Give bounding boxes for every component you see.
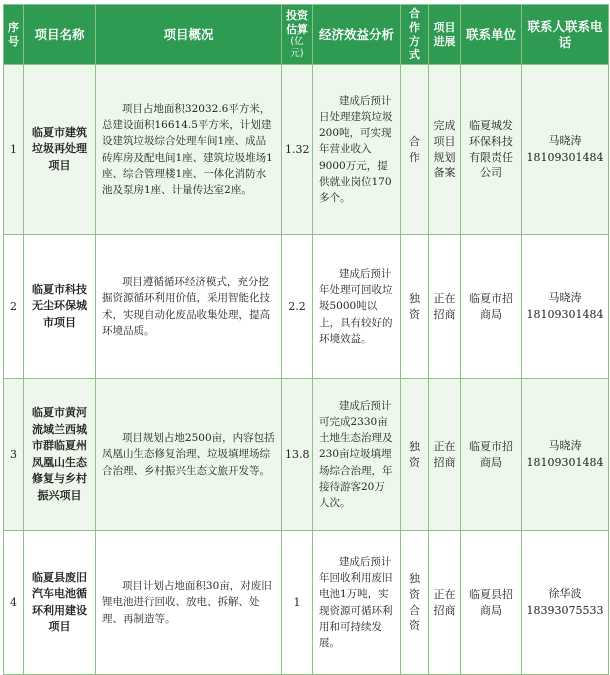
row-invest: 13.8 — [282, 379, 313, 531]
table-row — [4, 379, 609, 531]
row-benefit: 建成后预计年处理可回收垃圾5000吨以上，具有较好的环境效益。 — [313, 235, 401, 379]
contact-phone: 18393075533 — [526, 603, 604, 617]
contact-phone: 18109301484 — [526, 150, 604, 164]
row-invest: 2.2 — [282, 235, 313, 379]
contact-name: 徐华波 — [548, 587, 582, 600]
contact-name: 马晓涛 — [548, 291, 582, 304]
contact-name: 马晓涛 — [548, 134, 582, 147]
row-progress: 正在招商 — [429, 235, 461, 379]
row-unit: 临夏城发环保科技有限责任公司 — [461, 65, 522, 235]
row-project-name: 临夏市建筑垃圾再处理项目 — [24, 65, 96, 235]
row-seq: 3 — [4, 379, 24, 531]
row-contact — [522, 379, 609, 531]
row-unit: 临夏市招商局 — [461, 379, 522, 531]
row-project-name: 临夏市科技无尘环保城市项目 — [24, 235, 96, 379]
row-coop: 独资合资 — [401, 531, 429, 675]
header-overview: 项目概况 — [96, 5, 282, 65]
row-benefit: 建成后预计可完成2330亩土地生态治理及230亩垃圾填埋场综合治理，年接待游客20万人次。 — [313, 379, 401, 531]
table-row — [4, 235, 609, 379]
header-progress: 项目进展 — [429, 5, 461, 65]
row-invest: 1.32 — [282, 65, 313, 235]
header-benefit: 经济效益分析 — [313, 5, 401, 65]
row-seq: 1 — [4, 65, 24, 235]
contact-phone: 18109301484 — [526, 455, 604, 469]
contact-name: 马晓涛 — [548, 439, 582, 452]
row-invest: 1 — [282, 531, 313, 675]
row-progress: 正在招商 — [429, 531, 461, 675]
project-table — [3, 4, 609, 675]
header-name: 项目名称 — [24, 5, 96, 65]
header-unit: 联系单位 — [461, 5, 522, 65]
row-contact — [522, 65, 609, 235]
row-seq: 2 — [4, 235, 24, 379]
table-row — [4, 531, 609, 675]
row-overview: 项目占地面积32032.6平方米，总建设面积16614.5平方米，计划建设建筑垃圾综合处理车间1座、成品砖库房及配电间1座、建筑垃圾堆场1座、综合管理楼1座、一体化消防水池及泵房1座、计量传达室2座。 — [96, 65, 282, 235]
row-unit: 临夏县招商局 — [461, 531, 522, 675]
header-invest-unit: (亿元) — [290, 36, 304, 60]
row-contact — [522, 531, 609, 675]
row-coop: 独资 — [401, 235, 429, 379]
contact-phone: 18109301484 — [526, 307, 604, 321]
row-unit: 临夏市招商局 — [461, 235, 522, 379]
header-invest — [282, 5, 313, 65]
row-coop: 独资 — [401, 379, 429, 531]
row-overview: 项目计划占地面积30亩，对废旧锂电池进行回收、放电、拆解、处理、再制造等。 — [96, 531, 282, 675]
header-row — [4, 5, 609, 65]
row-seq: 4 — [4, 531, 24, 675]
header-invest-label: 投资估算 — [286, 8, 308, 36]
row-overview: 项目遵循循环经济模式，充分挖掘资源循环利用价值，采用智能化技术，实现自动化废品收集处理，提高环境品质。 — [96, 235, 282, 379]
table-row — [4, 65, 609, 235]
header-contact: 联系人联系电话 — [522, 5, 609, 65]
row-contact — [522, 235, 609, 379]
header-coop: 合作方式 — [401, 5, 429, 65]
row-coop: 合作 — [401, 65, 429, 235]
project-table-container — [3, 4, 608, 664]
row-progress: 完成项目规划备案 — [429, 65, 461, 235]
header-seq: 序号 — [4, 5, 24, 65]
row-benefit: 建成后预计日处理建筑垃圾200吨，可实现年营业收入9000万元，提供就业岗位170多个。 — [313, 65, 401, 235]
row-overview: 项目规划占地2500亩，内容包括凤凰山生态修复治理、垃圾填埋场综合治理、乡村振兴生态文旅开发等。 — [96, 379, 282, 531]
row-progress: 正在招商 — [429, 379, 461, 531]
row-benefit: 建成后预计年回收利用废旧电池1万吨，实现资源可循环利用和可持续发展。 — [313, 531, 401, 675]
row-project-name: 临夏市黄河流域兰西城市群临夏州凤凰山生态修复与乡村振兴项目 — [24, 379, 96, 531]
row-project-name: 临夏县废旧汽车电池循环利用建设项目 — [24, 531, 96, 675]
